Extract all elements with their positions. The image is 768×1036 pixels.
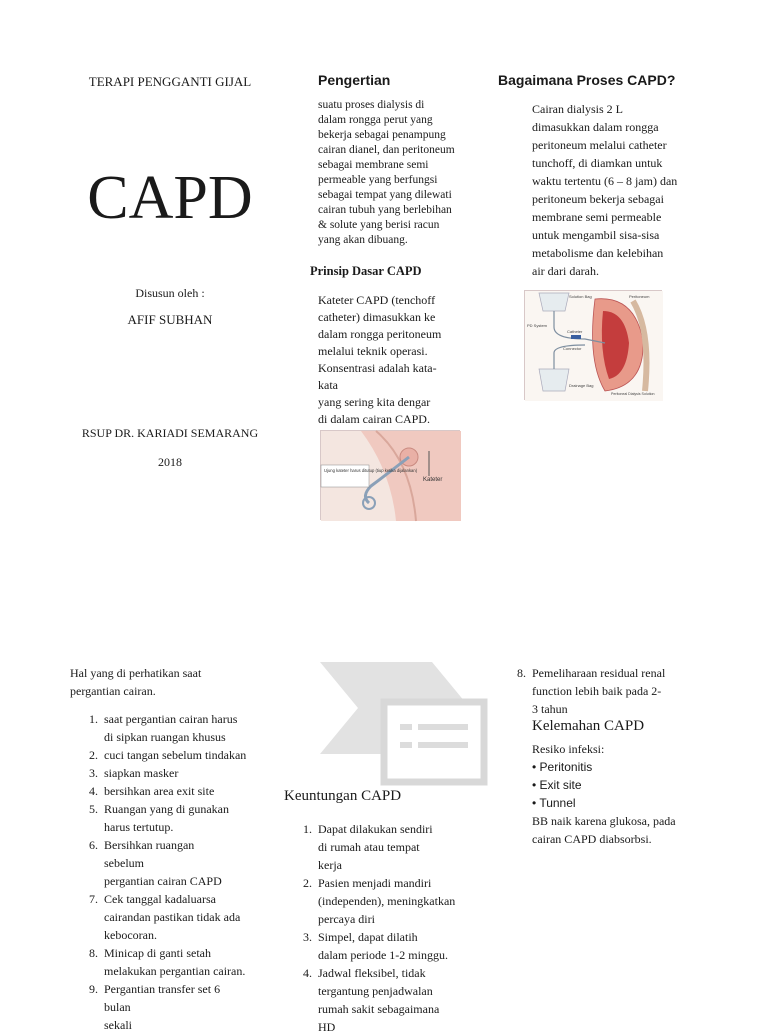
text-line: Cek tanggal kadaluarsa [104,892,216,906]
text-line: Pergantian transfer set 6 [104,982,221,996]
pengertian-text [318,98,498,248]
text-line: Kateter CAPD (tenchoff [318,293,436,307]
year: 2018 [158,455,182,469]
text-line: Pasien menjadi mandiri [318,876,432,890]
text-line: melakukan pergantian cairan. [104,964,246,978]
pengertian-heading: Pengertian [318,72,391,88]
text-line: tunchoff, di diamkan untuk [532,156,663,170]
text-line: sebelum [104,856,144,870]
prinsip-text [318,292,498,428]
list-item [292,964,492,1036]
text-line: bersihkan area exit site [104,784,215,798]
text-line: sebagai tempat yang dilewati [318,189,452,201]
text-line: cairandan pastikan tidak ada [104,910,241,924]
list-number: 3. [303,930,312,944]
text-line: cuci tangan sebelum tindakan [104,748,247,762]
institution: RSUP DR. KARIADI SEMARANG [81,426,259,440]
text-line: Hal yang di perhatikan saat [70,666,202,680]
hal-list [78,710,278,1034]
author-name: AFIF SUBHAN [127,312,213,327]
text-line: (independen), meningkatkan [318,894,456,908]
list-item [292,820,492,874]
list-number: 8. [89,946,98,960]
hal-intro [70,664,270,700]
text-line: tergantung penjadwalan [318,984,433,998]
proses-heading: Bagaimana Proses CAPD? [498,72,676,88]
keuntungan-list [292,820,492,1036]
list-number: 7. [89,892,98,906]
fig-solution-bag: Solution Bag [569,294,592,299]
text-line: Pemeliharaan residual renal [532,666,666,680]
document-placeholder-icon [320,662,492,782]
text-line: di sipkan ruangan khusus [104,730,226,744]
text-line: yang akan dibuang. [318,234,408,246]
closing-text [532,812,722,848]
fig-dialysis-solution: Peritoneal Dialysis Solution [611,392,655,396]
author-label: Disusun oleh : [135,286,205,300]
figure-kateter-label: Kateter [423,477,443,483]
list-item [78,800,278,836]
text-line: metabolisme dan kelebihan [532,246,664,260]
list-number: 8. [517,666,526,680]
list-item [78,980,278,1034]
text-line: Bersihkan ruangan [104,838,195,852]
list-number: 6. [89,838,98,852]
text-line: percaya diri [318,912,375,926]
list-item [78,782,278,800]
bullet-item: • Peritonitis [532,760,593,774]
list-item [78,890,278,944]
list-item [292,874,492,928]
text-line: Ruangan yang di gunakan [104,802,229,816]
text-line: melalui teknik operasi. [318,344,428,358]
fig-drainage-bag: Drainage Bag [569,383,594,388]
text-line: 3 tahun [532,702,568,716]
text-line: di rumah atau tempat [318,840,420,854]
list-number: 4. [303,966,312,980]
bullet-item: • Exit site [532,778,582,792]
keuntungan-heading: Keuntungan CAPD [284,788,402,804]
text-line: sebagai membrane semi [318,159,429,171]
text-line: cairan tubuh yang berlebihan [318,204,452,216]
bullet-item: • Tunnel [532,796,576,810]
text-line: Minicap di ganti setah [104,946,211,960]
cover-title: CAPD [87,164,253,232]
list-item [78,764,278,782]
list-number: 1. [303,822,312,836]
text-line: Konsentrasi adalah kata- [318,361,437,375]
text-line: dimasukkan dalam rongga [532,120,659,134]
text-line: sekali [104,1018,132,1032]
list-item [78,710,278,746]
list-number: 1. [89,712,98,726]
text-line: kebocoran. [104,928,157,942]
bullet-text: Peritonitis [539,760,593,774]
list-number: 4. [89,784,98,798]
text-line: cairan CAPD diabsorbsi. [532,832,652,846]
fig-pd-system: PD System [527,323,548,328]
cover-subtitle: TERAPI PENGGANTI GIJAL [88,74,252,89]
figure-callout-label: Ujung kateter harus ditutup (tiup ketika dijalankan) [324,468,418,473]
text-line: peritoneum bekerja sebagai [532,192,664,206]
text-line: cairan dianel, dan peritoneum [318,144,455,156]
continued-list [506,664,706,718]
text-line: function lebih baik pada 2- [532,684,662,698]
text-line: kerja [318,858,342,872]
text-line: & solute yang berisi racun [318,219,440,231]
text-line: permeable yang berfungsi [318,174,438,186]
text-line: kata [318,378,338,392]
text-line: bekerja sebagai penampung [318,129,446,141]
bullet-text: Tunnel [539,796,576,810]
list-item [78,746,278,764]
text-line: untuk mengambil sisa-sisa [532,228,660,242]
text-line: dalam periode 1-2 minggu. [318,948,448,962]
text-line: suatu proses dialysis di [318,99,425,111]
list-number: 5. [89,802,98,816]
text-line: siapkan masker [104,766,179,780]
fig-connector: Connector [563,346,582,351]
resiko-list [532,758,712,812]
list-item [78,836,278,890]
text-line: Dapat dilakukan sendiri [318,822,433,836]
fig-catheter: Catheter [567,329,583,334]
resiko-label: Resiko infeksi: [532,742,605,756]
list-number: 3. [89,766,98,780]
list-number: 2. [303,876,312,890]
bullet-text: Exit site [539,778,582,792]
text-line: pergantian cairan CAPD [104,874,222,888]
text-line: Cairan dialysis 2 L [532,102,623,116]
list-number: 2. [89,748,98,762]
text-line: waktu tertentu (6 – 8 jam) dan [532,174,678,188]
proses-text [532,100,722,280]
text-line: catheter) dimasukkan ke [318,310,436,324]
text-line: Simpel, dapat dilatih [318,930,418,944]
text-line: bulan [104,1000,131,1014]
text-line: HD [318,1020,336,1034]
prinsip-heading: Prinsip Dasar CAPD [310,264,422,278]
text-line: harus tertutup. [104,820,174,834]
text-line: membrane semi permeable [532,210,662,224]
text-line: BB naik karena glukosa, pada [532,814,676,828]
list-item [292,928,492,964]
text-line: peritoneum melalui catheter [532,138,667,152]
text-line: Jadwal fleksibel, tidak [318,966,426,980]
text-line: air dari darah. [532,264,599,278]
text-line: dalam rongga perut yang [318,114,433,126]
list-item [506,664,706,718]
list-number: 9. [89,982,98,996]
list-item [78,944,278,980]
text-line: saat pergantian cairan harus [104,712,238,726]
text-line: rumah sakit sebagaimana [318,1002,440,1016]
catheter-abdomen-image [320,430,460,520]
kelemahan-heading: Kelemahan CAPD [532,718,645,734]
fig-peritoneum: Peritoneum [629,294,650,299]
pd-system-image [524,290,662,400]
text-line: yang sering kita dengar [318,395,431,409]
text-line: dalam rongga peritoneum [318,327,442,341]
text-line: pergantian cairan. [70,684,156,698]
text-line: di dalam cairan CAPD. [318,412,430,426]
